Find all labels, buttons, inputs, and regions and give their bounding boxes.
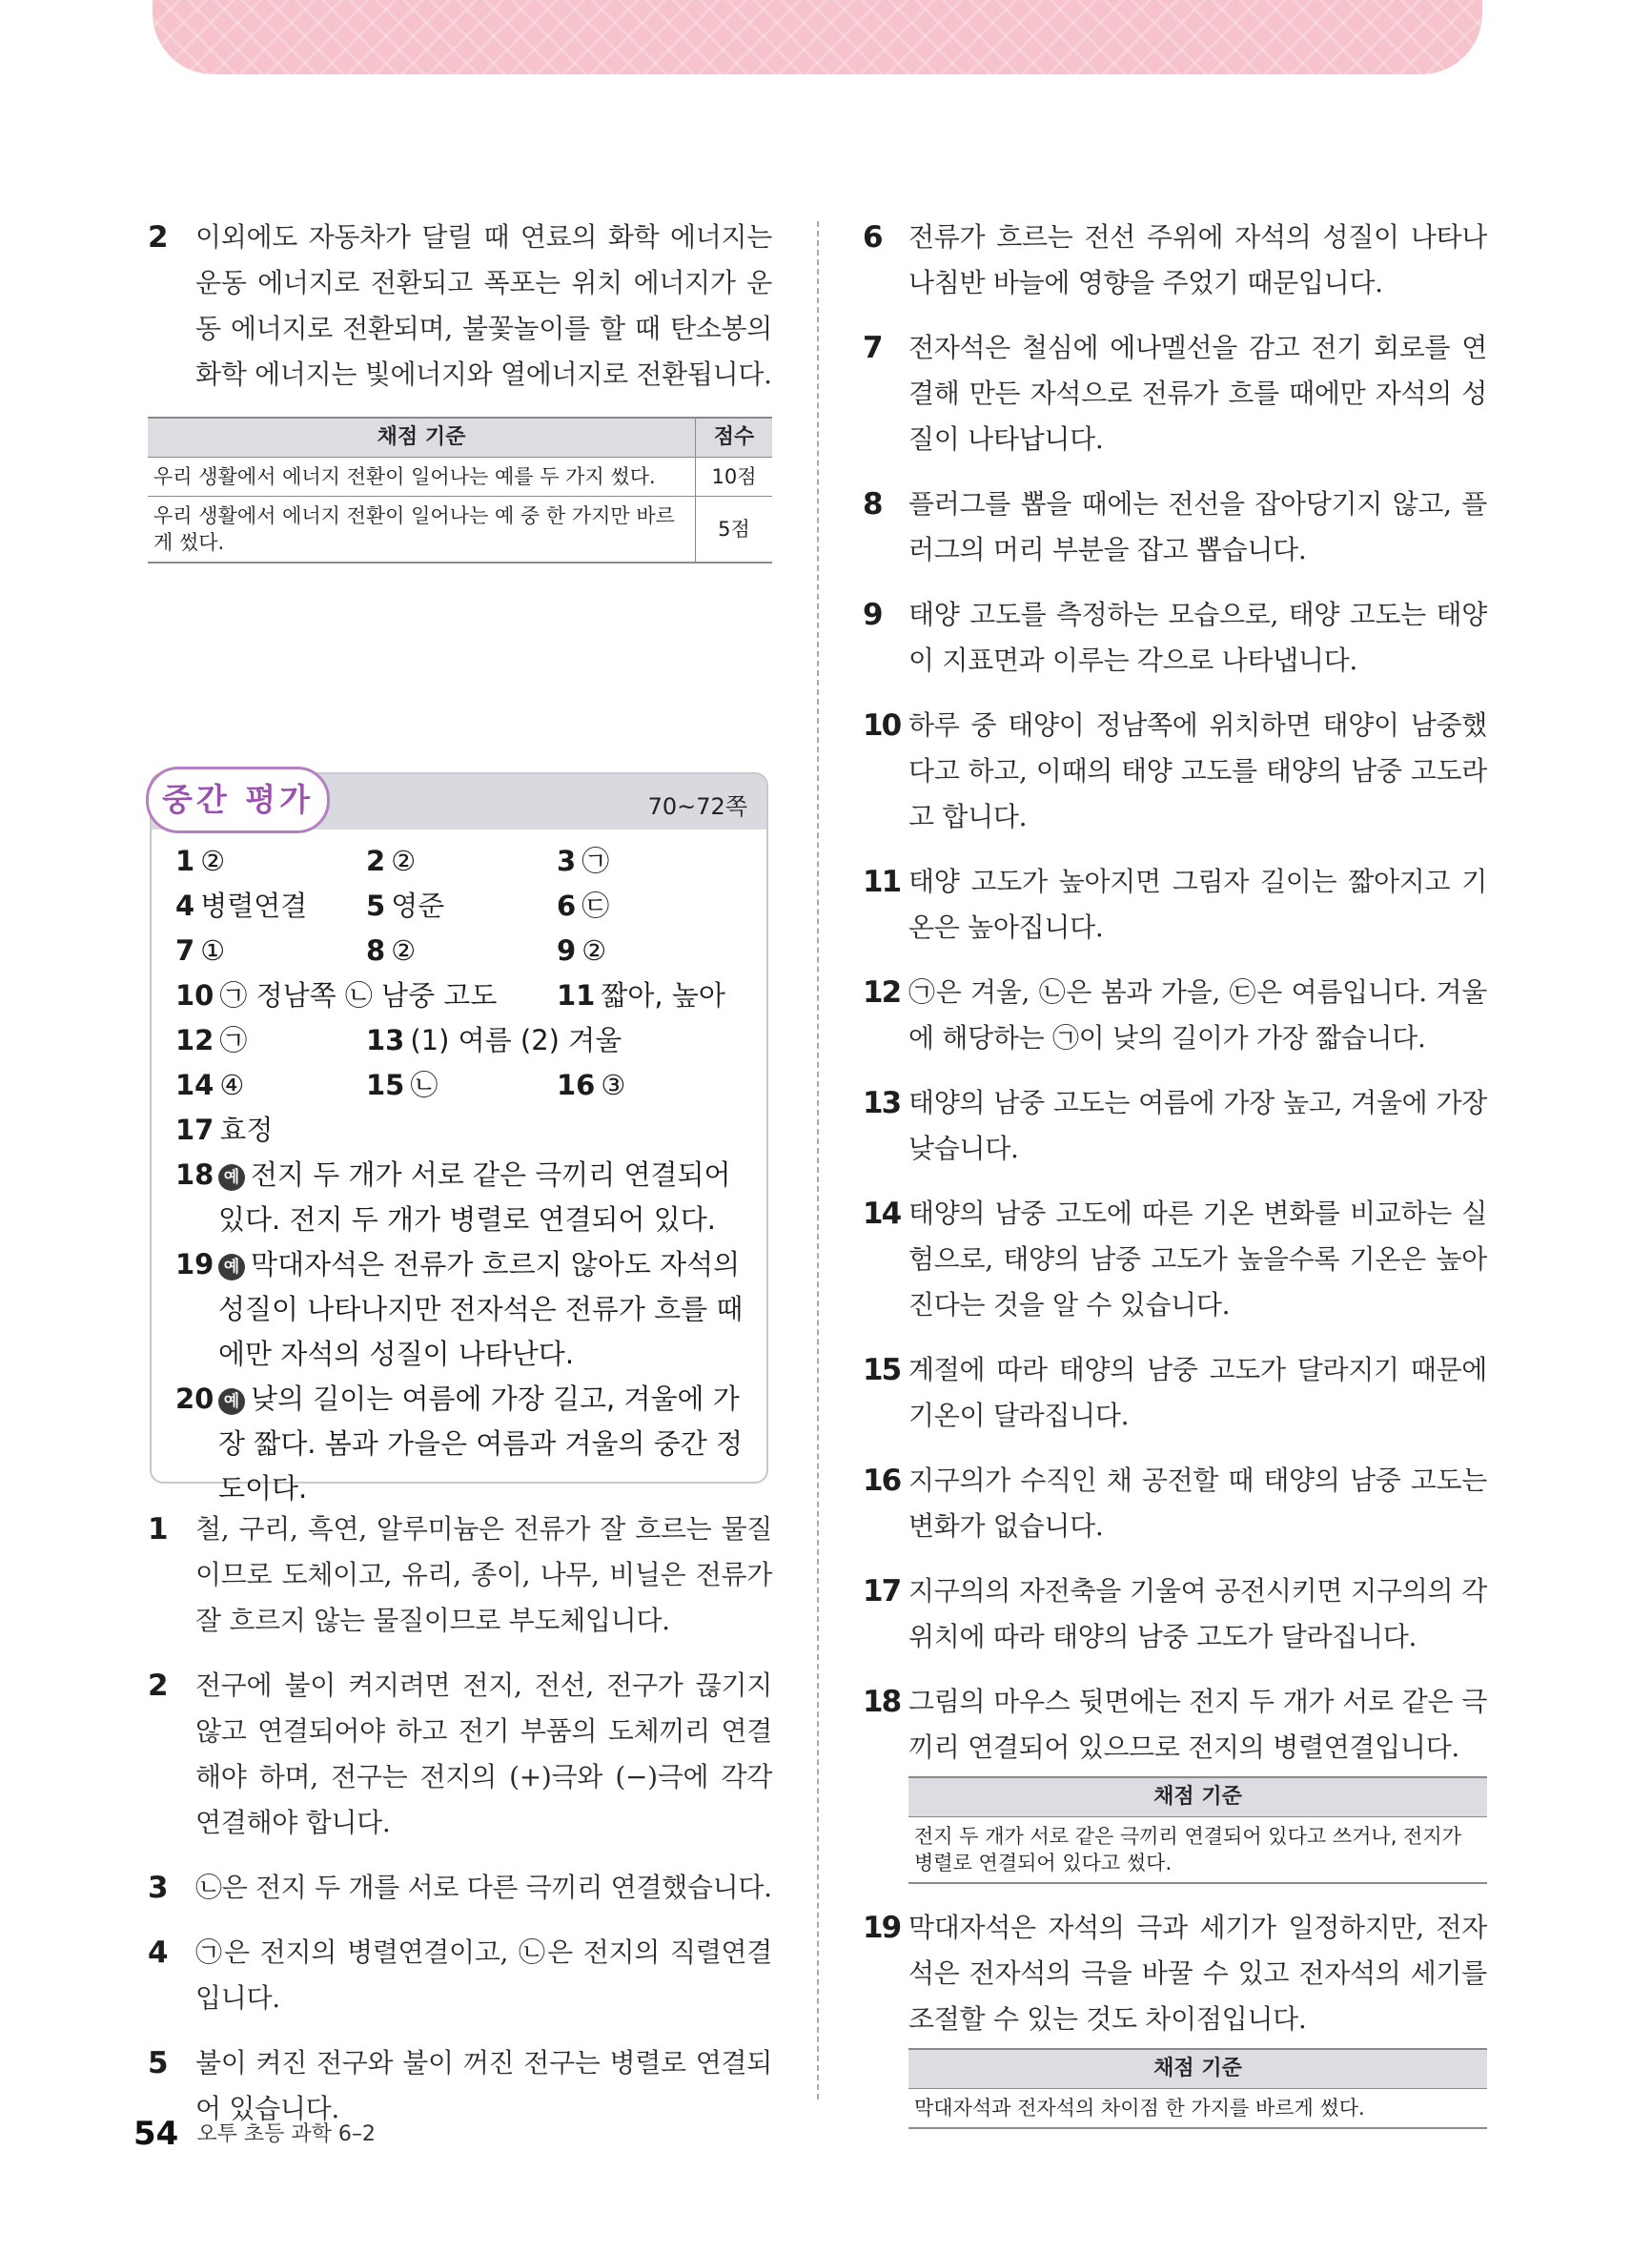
table-row — [908, 2089, 1487, 2129]
answer-item: 5 영준 — [366, 890, 445, 922]
table-header-criteria: 채점 기준 — [908, 1777, 1487, 1817]
example-mark-icon: 예 — [218, 1164, 245, 1191]
answer-item-long: 18 예 전지 두 개가 서로 같은 극끼리 연결되어 있다. 전지 두 개가 병렬로 연결되어 있다. — [175, 1158, 731, 1236]
column-divider — [817, 221, 819, 2099]
explanation-item: 7 전자석은 철심에 에나멜선을 감고 전기 회로를 연결해 만든 자석으로 전류가 흐를 때에만 자석의 성질이 나타납니다. — [863, 331, 1487, 455]
midterm-tag: 중간 평가 — [146, 767, 330, 833]
explanation-item — [148, 215, 772, 398]
answer-item: 15 ㉡ — [366, 1069, 438, 1101]
answer-item: 13 (1) 여름 (2) 겨울 — [366, 1024, 622, 1056]
explanation-item: 2 전구에 불이 켜지려면 전지, 전선, 전구가 끊기지 않고 연결되어야 하고 전기 부품의 도체끼리 연결해야 하며, 전구는 전지의 (+)극와 (−)극에 각각 연결해야 합니다. — [148, 1669, 772, 1838]
table-row — [148, 497, 772, 563]
explanation-item: 3 ㉡은 전지 두 개를 서로 다른 극끼리 연결했습니다. — [148, 1871, 772, 1905]
example-mark-icon: 예 — [218, 1388, 245, 1415]
example-mark-icon: 예 — [218, 1254, 245, 1280]
midterm-answer-box — [150, 772, 768, 1505]
left-column-top — [148, 215, 772, 569]
table-cell-criteria: 전지 두 개가 서로 같은 극끼리 연결되어 있다고 쓰거나, 전지가 병렬로 연결되어 있다고 썼다. — [908, 1817, 1487, 1884]
answer-item: 14 ④ — [175, 1069, 245, 1101]
grading-table — [908, 2048, 1487, 2129]
explanation-item: 4 ㉠은 전지의 병렬연결이고, ㉡은 전지의 직렬연결입니다. — [148, 1936, 772, 2014]
explanation-item: 16 지구의가 수직인 채 공전할 때 태양의 남중 고도는 변화가 없습니다. — [863, 1464, 1487, 1542]
explanation-item: 10 하루 중 태양이 정남쪽에 위치하면 태양이 남중했다고 하고, 이때의 태양 고도를 태양의 남중 고도라고 합니다. — [863, 708, 1487, 832]
answer-item: 17 효정 — [175, 1114, 274, 1146]
left-column-bottom — [148, 1506, 772, 2151]
table-header-criteria: 채점 기준 — [908, 2049, 1487, 2089]
answer-item-long: 20 예 낮의 길이는 여름에 가장 길고, 겨울에 가장 짧다. 봄과 가을은 여름과 겨울의 중간 정도이다. — [175, 1383, 743, 1505]
page-number: 54 — [133, 2115, 179, 2153]
answer-item-long: 19 예 막대자석은 전류가 흐르지 않아도 자석의 성질이 나타나지만 전자석은 전류가 흐를 때에만 자석의 성질이 나타난다. — [175, 1248, 744, 1370]
explanation-item: 1 철, 구리, 흑연, 알루미늄은 전류가 잘 흐르는 물질이므로 도체이고, 유리, 종이, 나무, 비닐은 전류가 잘 흐르지 않는 물질이므로 부도체입니다. — [148, 1512, 772, 1636]
table-cell-criteria: 우리 생활에서 에너지 전환이 일어나는 예 중 한 가지만 바르게 썼다. — [148, 497, 696, 563]
right-column — [863, 215, 1487, 2135]
answer-item: 11 짧아, 높아 — [557, 979, 725, 1012]
grading-table — [148, 417, 772, 563]
item-text: 이외에도 자동차가 달릴 때 연료의 화학 에너지는 운동 에너지로 전환되고 폭포는 위치 에너지가 운동 에너지로 전환되며, 불꽃놀이를 할 때 탄소봉의 화학 에너지는 빛에너지와 열에너지로 전환됩니다. — [195, 221, 772, 390]
explanation-item: 13 태양의 남중 고도는 여름에 가장 높고, 겨울에 가장 낮습니다. — [863, 1086, 1487, 1164]
answer-item: 8 ② — [366, 934, 417, 967]
page-footer — [133, 2115, 376, 2153]
answer-item: 1 ② — [175, 845, 226, 877]
midterm-pages: 70~72쪽 — [647, 793, 747, 820]
book-title: 오투 초등 과학 6–2 — [196, 2122, 376, 2146]
table-cell-score: 5점 — [696, 497, 773, 563]
explanation-item: 8 플러그를 뽑을 때에는 전선을 잡아당기지 않고, 플러그의 머리 부분을 잡고 뽑습니다. — [863, 487, 1487, 565]
table-header-score: 점수 — [696, 418, 773, 458]
table-cell-criteria: 막대자석과 전자석의 차이점 한 가지를 바르게 썼다. — [908, 2089, 1487, 2129]
explanation-item: 15 계절에 따라 태양의 남중 고도가 달라지기 때문에 기온이 달라집니다. — [863, 1353, 1487, 1431]
explanation-item: 14 태양의 남중 고도에 따른 기온 변화를 비교하는 실험으로, 태양의 남중 고도가 높을수록 기온은 높아진다는 것을 알 수 있습니다. — [863, 1197, 1487, 1321]
answer-item: 16 ③ — [557, 1069, 626, 1101]
answer-item: 2 ② — [366, 845, 417, 877]
explanation-item: 19 막대자석은 자석의 극과 세기가 일정하지만, 전자석은 전자석의 극을 바꿀 수 있고 전자석의 세기를 조절할 수 있는 것도 차이점입니다. — [863, 1911, 1487, 2035]
table-header-criteria: 채점 기준 — [148, 418, 696, 458]
explanation-item: 6 전류가 흐르는 전선 주위에 자석의 성질이 나타나 나침반 바늘에 영향을 주었기 때문입니다. — [863, 220, 1487, 298]
explanation-item: 5 불이 켜진 전구와 불이 꺼진 전구는 병렬로 연결되어 있습니다. — [148, 2046, 772, 2124]
explanation-item: 17 지구의의 자전축을 기울여 공전시키면 지구의의 각 위치에 따라 태양의 남중 고도가 달라집니다. — [863, 1574, 1487, 1652]
explanation-item: 9 태양 고도를 측정하는 모습으로, 태양 고도는 태양이 지표면과 이루는 각으로 나타냅니다. — [863, 598, 1487, 676]
grading-table-wrap — [863, 1776, 1487, 1884]
answer-item: 4 병렬연결 — [175, 890, 308, 922]
answer-item: 3 ㉠ — [557, 845, 610, 877]
header-banner — [153, 0, 1482, 74]
item-number: 2 — [148, 220, 168, 255]
answer-item: 6 ㉢ — [557, 890, 610, 922]
answer-item: 7 ① — [175, 934, 226, 967]
grading-table — [908, 1776, 1487, 1884]
table-row — [908, 1817, 1487, 1884]
table-cell-criteria: 우리 생활에서 에너지 전환이 일어나는 예를 두 가지 썼다. — [148, 458, 696, 497]
table-cell-score: 10점 — [696, 458, 773, 497]
answer-item: 12 ㉠ — [175, 1024, 248, 1056]
grading-table-wrap — [863, 2048, 1487, 2129]
answer-item: 10 ㉠ 정남쪽 ㉡ 남중 고도 — [175, 979, 498, 1012]
explanation-item: 12 ㉠은 겨울, ㉡은 봄과 가을, ㉢은 여름입니다. 겨울에 해당하는 ㉠이 낮의 길이가 가장 짧습니다. — [863, 975, 1487, 1054]
table-row — [148, 458, 772, 497]
explanation-item: 11 태양 고도가 높아지면 그림자 길이는 짧아지고 기온은 높아집니다. — [863, 865, 1487, 943]
explanation-item: 18 그림의 마우스 뒷면에는 전지 두 개가 서로 같은 극끼리 연결되어 있으므로 전지의 병렬연결입니다. — [863, 1685, 1487, 1763]
answer-item: 9 ② — [557, 934, 607, 967]
